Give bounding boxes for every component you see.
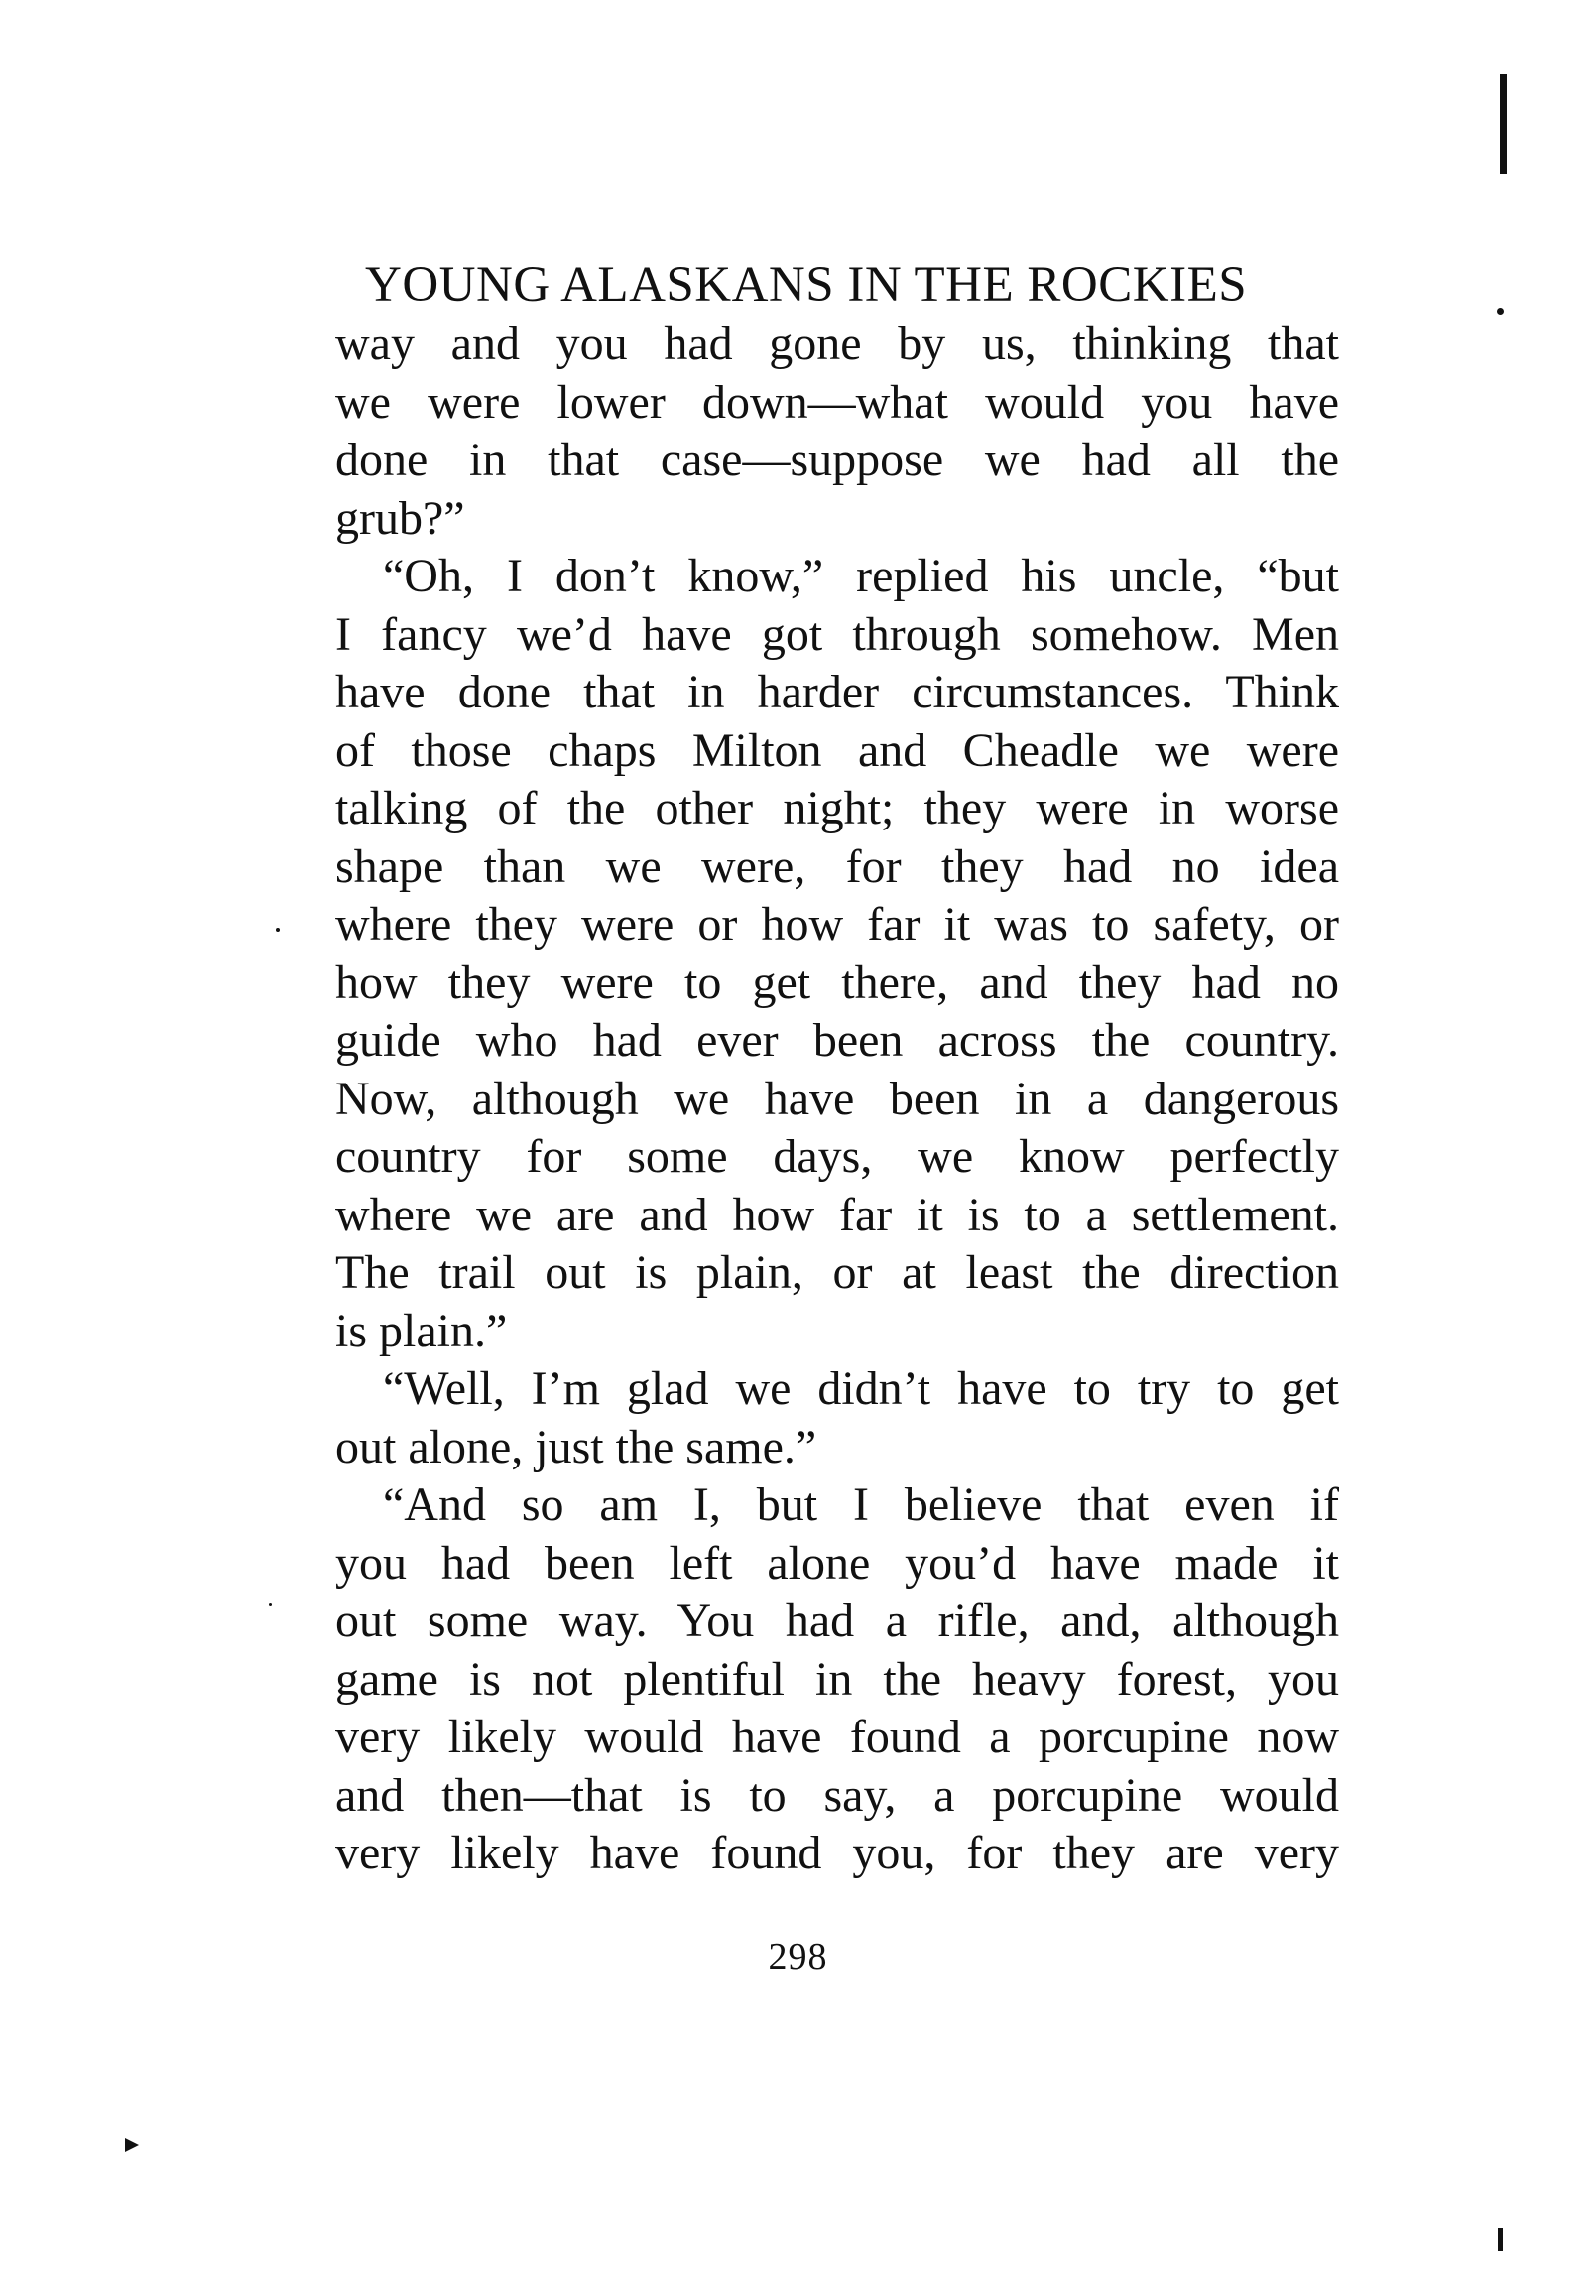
- text-line: guide who had ever been across the country.: [335, 1014, 1339, 1067]
- body-text: [335, 316, 1339, 1883]
- text-line: country for some days, we know perfectly: [335, 1130, 1339, 1183]
- text-line: you had been left alone you’d have made it: [335, 1536, 1339, 1590]
- text-line: way and you had gone by us, thinking that: [335, 318, 1339, 370]
- text-line: how they were to get there, and they had no: [335, 956, 1339, 1009]
- text-line: out alone, just the same.”: [335, 1420, 817, 1473]
- text-line: very likely would have found a porcupine now: [335, 1711, 1339, 1763]
- text-line: have done that in harder circumstances. Think: [335, 666, 1339, 718]
- text-line: done in that case—suppose we had all the: [335, 434, 1339, 486]
- text-line: out some way. You had a rifle, and, although: [335, 1594, 1339, 1647]
- text-line: shape than we were, for they had no idea: [335, 839, 1339, 893]
- text-line: where we are and how far it is to a settlement.: [335, 1188, 1339, 1241]
- text-line: where they were or how far it was to safety, or: [335, 898, 1339, 951]
- text-line: Now, although we have been in a dangerous: [335, 1072, 1339, 1125]
- scan-artifact-arrow: [125, 2138, 139, 2152]
- text-line: game is not plentiful in the heavy forest, you: [335, 1652, 1339, 1706]
- scan-artifact-speck: [269, 1603, 272, 1606]
- text-line: “Oh, I don’t know,” replied his uncle, “but: [383, 550, 1339, 602]
- text-line: very likely have found you, for they are very: [335, 1827, 1339, 1879]
- scan-artifact-speck: [276, 928, 280, 932]
- text-line: grub?”: [335, 491, 465, 545]
- page-number: 298: [768, 1936, 828, 1977]
- text-line: of those chaps Milton and Cheadle we were: [335, 723, 1339, 777]
- scan-artifact-bar: [1498, 2228, 1503, 2251]
- text-line: we were lower down—what would you have: [335, 375, 1339, 429]
- scan-artifact-bar: [1500, 74, 1507, 174]
- text-line: The trail out is plain, or at least the direction: [335, 1246, 1339, 1299]
- text-line: is plain.”: [335, 1304, 508, 1357]
- scan-artifact-dot: [1497, 308, 1504, 315]
- running-head: YOUNG ALASKANS IN THE ROCKIES: [365, 257, 1248, 313]
- text-line: “And so am I, but I believe that even if: [383, 1478, 1339, 1531]
- text-line: “Well, I’m glad we didn’t have to try to get: [383, 1362, 1339, 1415]
- text-line: and then—that is to say, a porcupine would: [335, 1768, 1339, 1822]
- text-line: I fancy we’d have got through somehow. Men: [335, 607, 1339, 661]
- text-line: talking of the other night; they were in worse: [335, 782, 1339, 834]
